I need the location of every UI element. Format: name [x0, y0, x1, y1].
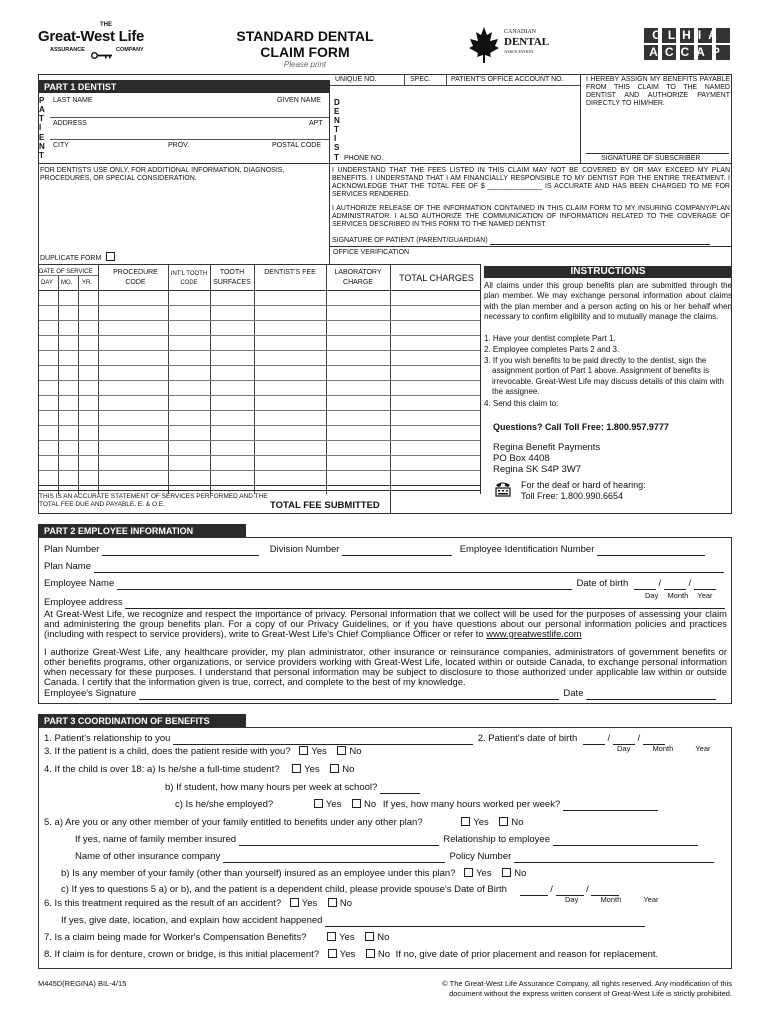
address-line3: Regina SK S4P 3W7: [493, 464, 582, 475]
q8-label: 8. If claim is for denture, crown or bridge, is this initial placement?: [44, 949, 320, 960]
part3-heading: PART 3 COORDINATION OF BENEFITS: [38, 714, 246, 727]
dentist-info-field[interactable]: [344, 86, 580, 154]
logo-top-text: THE: [100, 22, 112, 28]
q7-no-checkbox[interactable]: [365, 932, 374, 941]
employee-id-label: Employee Identification Number: [459, 544, 595, 555]
total-fee-row: [38, 490, 481, 514]
q5b-yes-checkbox[interactable]: [464, 868, 473, 877]
form-title-line1: STANDARD DENTAL: [236, 28, 374, 44]
signature-date-label: Date: [563, 688, 584, 699]
q4c-no-label: No: [364, 799, 377, 810]
q5c-day-field[interactable]: [520, 887, 548, 896]
authorization-text: I authorize Great-West Life, any healthcare provider, my plan administrator, other insurance or reinsurance companies, administrators of government benefits or other benefits programs, other organizations, or service providers working with Great-West Life, located within or outside Canada, to exchange personal information when necessary for these purposes. I understand that personal information may be subject to disclosure to those authorized under applicable law within or outside Canada. I certify that the information given is true, correct, and complete to the best of my knowledge.: [44, 646, 727, 687]
subscriber-signature-field[interactable]: [586, 144, 729, 154]
instructions-intro: All claims under this group benefits plan are submitted through the plan member. We may exchange personal information about claims with the plan member and a person acting on his or her behalf when necessary to confirm eligibility and to mutually manage the claims.: [484, 281, 732, 321]
q4a-label: 4. If the child is over 18: a) Is he/she a full-time student?: [44, 764, 280, 775]
division-number-label: Division Number: [269, 544, 340, 555]
employee-name-field[interactable]: [117, 581, 572, 590]
understand-text: I UNDERSTAND THAT THE FEES LISTED IN THIS CLAIM MAY NOT BE COVERED BY OR MAY EXCEED MY PLAN BENEFITS. I UNDERSTAND THAT I AM FINANCIALLY RESPONSIBLE TO MY DENTIST FOR THE ENTIRE TREATMENT. I ACKNOWLEDGE THAT THE TOTAL FEE OF $ ______________ IS ACCURATE AND HAS BEEN CHARGED TO ME FOR SERVICES RENDERED.: [332, 167, 730, 198]
q3-no-checkbox[interactable]: [337, 746, 346, 755]
q6-yes-label: Yes: [301, 898, 318, 909]
q6-yes-checkbox[interactable]: [290, 898, 299, 907]
dentist-letter-d: D: [334, 98, 340, 107]
col-lab-charge-header: LABORATORY CHARGE: [334, 269, 382, 286]
city-label: CITY: [53, 142, 69, 149]
copyright-line2: document without the express written consent of Great-West Life is strictly prohibited.: [449, 989, 732, 998]
tty-phone-icon: [494, 480, 512, 497]
logo-main-text: Great-West Life: [38, 28, 145, 45]
dentist-letter-n: N: [334, 116, 340, 125]
total-fee-field[interactable]: [390, 491, 481, 514]
q1-field[interactable]: [173, 736, 473, 745]
q7-label: 7. Is a claim being made for Worker's Compensation Benefits?: [44, 932, 307, 943]
hearing-line1: For the deaf or hard of hearing:: [521, 480, 646, 490]
q8-row: [44, 949, 658, 961]
q4a-yes-label: Yes: [304, 764, 320, 775]
q4a-no-label: No: [342, 764, 355, 775]
patient-address-field[interactable]: [50, 119, 329, 140]
col-yr-header: YR.: [82, 280, 93, 286]
dentist-letter-t: T: [334, 125, 339, 134]
q5a-label: 5. a) Are you or any other member of your family entitled to benefits under any other plan?: [44, 817, 423, 828]
form-code: M445D(REGINA) BIL-4/15: [38, 979, 127, 988]
postal-code-label: POSTAL CODE: [272, 142, 322, 149]
dentist-letter-t2: T: [334, 153, 339, 162]
plan-name-field[interactable]: [94, 564, 724, 573]
dentist-block: [330, 74, 580, 163]
clhia-logo: [644, 28, 732, 60]
q5a-no-label: No: [511, 817, 524, 828]
q5b-yes-label: Yes: [476, 868, 492, 879]
q1-label: 1. Patient's relationship to you: [44, 733, 171, 744]
assignment-box: [580, 74, 732, 163]
q2-day-label: Day: [617, 744, 631, 753]
part2-section: [38, 537, 732, 704]
cda-logo-line2: DENTAL: [504, 36, 550, 48]
cda-logo-line3: ASSOCIATION: [504, 49, 534, 54]
q6-label: 6. Is this treatment required as the result of an accident?: [44, 898, 282, 909]
col-total-charges-header: TOTAL CHARGES: [399, 273, 474, 283]
dob-day-label: Day: [645, 591, 659, 600]
office-account-label: PATIENT'S OFFICE ACCOUNT NO.: [451, 76, 564, 83]
q5a-yes-label: Yes: [473, 817, 489, 828]
part3-section: [38, 727, 732, 969]
q2-month-label: Month: [652, 744, 674, 753]
cda-logo: [468, 26, 558, 66]
plan-number-field[interactable]: [102, 547, 259, 556]
given-name-label: GIVEN NAME: [277, 97, 321, 104]
q3-label: 3. If the patient is a child, does the patient reside with you?: [44, 746, 291, 757]
service-table: [38, 264, 481, 494]
instructions-panel: [481, 266, 732, 510]
q1-row: 1. Patient's relationship to you 2. Patient's date of birth / /: [44, 733, 665, 745]
plan-name-row: [44, 561, 724, 573]
q3-no-label: No: [349, 746, 362, 757]
cda-logo-line1: CANADIAN: [504, 29, 536, 35]
q8-yes-checkbox[interactable]: [328, 949, 337, 958]
q3-row: [44, 746, 362, 758]
q5b-row: [61, 868, 526, 880]
date-of-birth-label: Date of birth: [576, 578, 629, 589]
q5a-company-label: Name of other insurance company: [75, 851, 221, 862]
patient-signature-field[interactable]: [490, 236, 710, 245]
patient-letter-n: N: [39, 142, 45, 151]
q7-row: [44, 932, 389, 944]
q5a-no-checkbox[interactable]: [499, 817, 508, 826]
q5a-yes-checkbox[interactable]: [461, 817, 470, 826]
dentist-use-area[interactable]: [38, 164, 330, 264]
q7-no-label: No: [377, 932, 390, 943]
accurate-statement: THIS IS AN ACCURATE STATEMENT OF SERVICES PERFORMED AND THE TOTAL FEE DUE AND PAYABLE, E. & O.E.: [39, 493, 268, 508]
maple-leaf-icon: [468, 26, 500, 64]
instructions-step-1: 1. Have your dentist complete Part 1.: [484, 334, 616, 343]
q2-year-label: Year: [695, 744, 711, 753]
duplicate-form-label: [40, 252, 118, 263]
employee-name-label: Employee Name: [44, 578, 115, 589]
employee-signature-label: Employee's Signature: [44, 688, 137, 699]
q4b-row: [165, 782, 420, 794]
q4a-no-checkbox[interactable]: [330, 764, 339, 773]
q2-label: 2. Patient's date of birth: [477, 733, 578, 744]
copyright-line1: © The Great-West Life Assurance Company, all rights reserved. Any modification of this: [442, 979, 732, 988]
q7-yes-label: Yes: [339, 932, 355, 943]
patient-block: [38, 93, 330, 163]
key-icon: [91, 46, 113, 53]
q4c-yes-label: Yes: [325, 799, 342, 810]
q8-no-label: No: [377, 949, 391, 960]
address-line1: Regina Benefit Payments: [493, 442, 601, 453]
q5b-no-checkbox[interactable]: [502, 868, 511, 877]
instructions-heading: INSTRUCTIONS: [484, 266, 732, 278]
q4c-yes-checkbox[interactable]: [314, 799, 323, 808]
q2-date-labels: [617, 744, 711, 753]
patient-letter-t: T: [39, 114, 44, 123]
duplicate-form-checkbox[interactable]: [106, 252, 115, 261]
q5a-row: [44, 817, 524, 829]
service-rows-area[interactable]: [38, 291, 480, 485]
prov-label: PROV.: [168, 142, 190, 149]
q5a-name-label: If yes, name of family member insured: [75, 834, 237, 845]
patient-letter-t2: T: [39, 151, 44, 160]
q4c-hours-label: If yes, how many hours worked per week?: [382, 799, 561, 810]
consent-area: [330, 164, 732, 264]
dob-month-label: Month: [667, 591, 689, 600]
col-date-header: DATE OF SERVICE: [39, 269, 93, 275]
dob-year-field[interactable]: [694, 581, 716, 590]
q4c-row: [175, 799, 658, 811]
q5a-name-field[interactable]: [239, 837, 439, 846]
q2-day-field[interactable]: [583, 736, 605, 745]
signature-patient-label: SIGNATURE OF PATIENT (PARENT/GUARDIAN): [332, 237, 488, 244]
address-line2: PO Box 4408: [493, 453, 550, 464]
hearing-line2: Toll Free: 1.800.990.6654: [521, 491, 624, 501]
patient-letter-a: A: [39, 105, 45, 114]
plan-number-label: Plan Number: [44, 544, 100, 555]
q5b-label: b) Is any member of your family (other than yourself) insured as an employee under this plan?: [61, 868, 456, 879]
signature-subscriber-label: SIGNATURE OF SUBSCRIBER: [601, 155, 701, 162]
duplicate-form-text: DUPLICATE FORM: [40, 255, 102, 262]
division-number-field[interactable]: [342, 547, 452, 556]
employee-id-field[interactable]: [597, 547, 705, 556]
q5b-no-label: No: [514, 868, 527, 879]
dentist-use-text: FOR DENTISTS USE ONLY, FOR ADDITIONAL INFORMATION, DIAGNOSIS, PROCEDURES, OR SPECIAL CONSIDERATION.: [40, 167, 285, 182]
office-verification-label: OFFICE VERIFICATION: [333, 249, 410, 256]
privacy-statement: [44, 609, 727, 639]
clhia-logo-top: CLHIA: [644, 28, 732, 43]
dentist-letter-s: S: [334, 143, 340, 152]
last-name-label: LAST NAME: [53, 97, 93, 104]
q5c-month-label: Month: [600, 895, 622, 904]
privacy-text: At Great-West Life, we recognize and respect the importance of privacy. Personal information that we collect will be used for the purposes of assessing your claim and administering the group benefits plan. For a copy of our Privacy Guidelines, or if you have questions about our personal information policies and practices (including with respect to service providers), write to Great-West Life's Chief Compliance Officer or refer to: [44, 608, 727, 639]
dob-day-field[interactable]: [634, 581, 656, 590]
q5c-date-labels: [565, 895, 659, 904]
clhia-logo-bottom: ACCAP: [644, 45, 732, 60]
q6-row: [44, 898, 352, 910]
q3-yes-label: Yes: [311, 746, 327, 757]
employee-signature-row: [44, 688, 716, 700]
q4c-label: c) Is he/she employed?: [175, 799, 274, 810]
plan-name-label: Plan Name: [44, 561, 91, 572]
q4b-field[interactable]: [380, 785, 420, 794]
q7-yes-checkbox[interactable]: [327, 932, 336, 941]
dob-month-field[interactable]: [664, 581, 686, 590]
q5c-row: c) If yes to questions 5 a) or b), and the patient is a dependent child, please provide spouse's Date of Birth / /: [61, 884, 619, 896]
total-fee-submitted-label: TOTAL FEE SUBMITTED: [270, 500, 380, 511]
q8-yes-label: Yes: [339, 949, 356, 960]
company-logo: [38, 22, 178, 58]
q3-yes-checkbox[interactable]: [299, 746, 308, 755]
signature-date-field[interactable]: [586, 691, 716, 700]
form-subtitle: Please print: [283, 60, 327, 69]
employee-signature-field[interactable]: [139, 691, 559, 700]
q5a-rel-field[interactable]: [553, 837, 698, 846]
employee-name-row: Employee Name Date of birth / /: [44, 578, 716, 590]
phone-no-label: PHONE NO.: [344, 155, 384, 162]
patient-letter-i: I: [39, 123, 42, 132]
q5a-company-row: [75, 851, 714, 863]
employee-address-label: Employee address: [44, 597, 123, 608]
dentist-letter-e: E: [334, 107, 340, 116]
form-title-line2: CLAIM FORM: [260, 44, 350, 60]
apt-label: APT: [309, 120, 323, 127]
questions-phone: Questions? Call Toll Free: 1.800.957.9777: [493, 422, 669, 432]
q5c-label: c) If yes to questions 5 a) or b), and the patient is a dependent child, please provide spouse's Date of Birth: [61, 884, 507, 895]
col-day-header: DAY: [41, 280, 53, 286]
q6-details-label: If yes, give date, location, and explain how accident happened: [61, 915, 323, 926]
col-procedure-header: PROCEDURE CODE: [113, 269, 158, 286]
patient-name-field[interactable]: [50, 96, 329, 118]
patient-city-field[interactable]: [50, 141, 329, 162]
spec-label: SPEC.: [410, 76, 432, 83]
q6-no-checkbox[interactable]: [328, 898, 337, 907]
address-label: ADDRESS: [53, 120, 87, 127]
dob-year-label: Year: [697, 591, 713, 600]
q4c-hours-field[interactable]: [563, 802, 658, 811]
q5a-policy-field[interactable]: [514, 854, 714, 863]
q6-details-row: [61, 915, 645, 927]
patient-letter-e: E: [39, 133, 45, 142]
q5a-rel-label: Relationship to employee: [443, 834, 551, 845]
instructions-step-2: 2. Employee completes Parts 2 and 3.: [484, 345, 620, 354]
q5a-name-row: [75, 834, 698, 846]
form-title: [225, 28, 385, 69]
q8-no-details-label: If no, give date of prior placement and reason for replacement.: [395, 949, 659, 960]
col-mo-header: MO.: [61, 280, 73, 286]
q5c-day-label: Day: [565, 895, 579, 904]
unique-no-label: UNIQUE NO.: [335, 76, 377, 83]
q6-details-field[interactable]: [325, 918, 645, 927]
part1-heading: PART 1 DENTIST: [38, 80, 330, 93]
col-intl-tooth-header: INT'L TOOTH CODE: [170, 271, 208, 286]
q4a-row: [44, 764, 354, 776]
privacy-link[interactable]: www.greatwestlife.com: [486, 628, 582, 639]
q5a-policy-label: Policy Number: [449, 851, 512, 862]
col-tooth-surfaces-header: TOOTH SURFACES: [213, 269, 251, 286]
q4b-label: b) If student, how many hours per week at school?: [165, 782, 378, 793]
logo-company-text: COMPANY: [116, 47, 144, 53]
assignment-text: I HEREBY ASSIGN MY BENEFITS PAYABLE FROM THIS CLAIM TO THE NAMED DENTIST AND AUTHORIZE PAYMENT DIRECTLY TO HIM/HER.: [586, 76, 730, 107]
part2-heading: PART 2 EMPLOYEE INFORMATION: [38, 524, 246, 537]
logo-assurance-text: ASSURANCE: [50, 47, 85, 53]
dentist-letter-i: I: [334, 134, 337, 143]
copyright: [360, 979, 732, 999]
signature-patient-row: [332, 236, 730, 245]
patient-letter-p: P: [39, 96, 45, 105]
instructions-step-3: 3. If you wish benefits to be paid directly to the dentist, sign the assignment portion of Part 1 above. Assignment of benefits is irrevocable. Great-West Life may discuss details of this claim with the assignee.: [484, 356, 724, 396]
authorize-text: I AUTHORIZE RELEASE OF THE INFORMATION CONTAINED IN THIS CLAIM FORM TO MY INSURING COMPANY/PLAN ADMINISTRATOR. I ALSO AUTHORIZE THE COMMUNICATION OF INFORMATION RELATED TO THE COVERAGE OF SERVICES DESCRIBED IN THIS FORM TO THE NAMED DENTIST.: [332, 205, 730, 228]
col-dentist-fee-header: DENTIST'S FEE: [264, 269, 316, 276]
q5a-company-field[interactable]: [223, 854, 445, 863]
instructions-step-4: 4. Send this claim to:: [484, 399, 559, 408]
q6-no-label: No: [339, 898, 353, 909]
q4c-no-checkbox[interactable]: [352, 799, 361, 808]
q5c-year-label: Year: [643, 895, 659, 904]
q4a-yes-checkbox[interactable]: [292, 764, 301, 773]
plan-number-row: [44, 544, 705, 556]
q8-no-checkbox[interactable]: [366, 949, 375, 958]
